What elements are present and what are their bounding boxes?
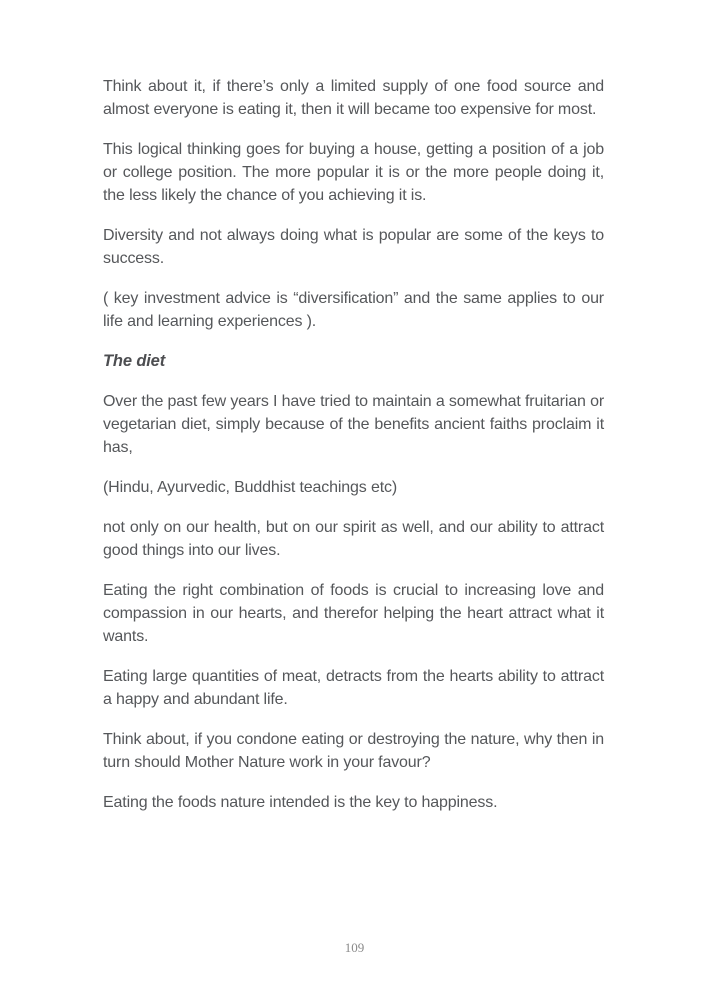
page-content (103, 75, 604, 831)
paragraph-key-to-happiness: Eating the foods nature intended is the key to happiness. (103, 794, 498, 811)
paragraph-meat: Eating large quantities of meat, detracts from the hearts ability to attract a happy and abundant life. (103, 668, 604, 708)
paragraph-health-spirit: not only on our health, but on our spirit as well, and our ability to attract good things into our lives. (103, 519, 604, 559)
paragraph-right-combination: Eating the right combination of foods is crucial to increasing love and compassion in our hearts, and therefor helping the heart attract what it wants. (103, 582, 604, 645)
paragraph-mother-nature: Think about, if you condone eating or destroying the nature, why then in turn should Mother Nature work in your favour? (103, 731, 604, 771)
paragraph-logical-thinking: This logical thinking goes for buying a house, getting a position of a job or college position. The more popular it is or the more people doing it, the less likely the chance of you achieving it is. (103, 141, 604, 204)
section-heading-the-diet: The diet (103, 352, 166, 370)
paragraph-investment-advice: ( key investment advice is “diversification” and the same applies to our life and learning experiences ). (103, 290, 604, 330)
paragraph-limited-supply: Think about it, if there’s only a limited supply of one food source and almost everyone is eating it, then it will became too expensive for most. (103, 78, 604, 118)
paragraph-teachings: (Hindu, Ayurvedic, Buddhist teachings etc) (103, 479, 398, 496)
paragraph-past-few-years: Over the past few years I have tried to maintain a somewhat fruitarian or vegetarian diet, simply because of the benefits ancient faiths proclaim it has, (103, 393, 604, 456)
paragraph-diversity: Diversity and not always doing what is popular are some of the keys to success. (103, 227, 604, 267)
page-number: 109 (344, 940, 365, 955)
